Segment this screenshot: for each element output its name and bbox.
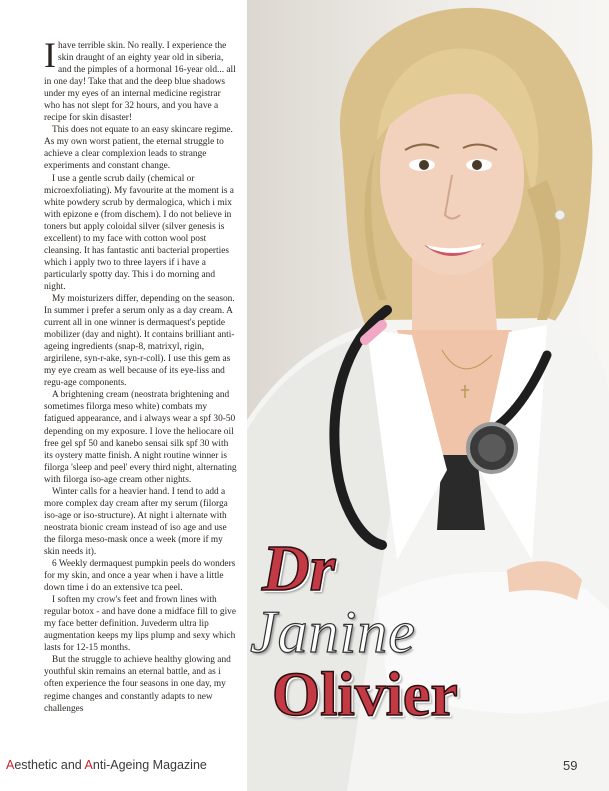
paragraph-1-text: have terrible skin. No really. I experience the skin draught of an eighty year old in siberia, and the pimples of a hormonal 16-year old... all in one day! Take that and the deep blue shadows under my eyes of an internal medicine registrar who has not slept for 32 hours, and you have a recipe for skin disaster! (44, 41, 236, 124)
paragraph-2: This does not equate to an easy skincare regime. As my own worst patient, the eternal struggle to achieve a clear complexion leads to strange experiments and constant change. (44, 125, 233, 172)
article-column (0, 0, 247, 791)
name-title: Dr (262, 532, 336, 605)
paragraph-5: A brightening cream (neostrata brightening and sometimes filorga meso white) combats my fatigued appearance, and i always wear a spf 30-50 depending on my exposure. I love the heliocare oil free gel spf 50 and kanebo sensai silk spf 30 with its oystery matte finish. A night routine winner is filorga 'sleep and peel' every third night, alternating with filorga iso-age cream other nights. (44, 390, 237, 485)
name-first: Janine (250, 599, 416, 665)
paragraph-1 (44, 35, 238, 124)
magazine-footer (6, 758, 207, 772)
paragraph-7: 6 Weekly dermaquest pumpkin peels do wonders for my skin, and once a year when i have a little down time i do an extensive tca peel. (44, 559, 236, 594)
paragraph-9: But the struggle to achieve healthy glowing and youthful skin remains an eternal battle, and as i often experience the four seasons in one day, my regime changes and constantly adapts to new challenges (44, 655, 231, 714)
footer-initial-a: A (6, 758, 15, 772)
paragraph-3: I use a gentle scrub daily (chemical or microexfoliating). My favourite at the moment is a white powdery scrub by dermalogica, which i mix with epizone e (from dischem). I do not believe in toners but apply coloidal silver (silver genesis is excellent) to my face with cotton wool post cleansing. It has fantastic anti bacterial properties which i apply two to three layers if i have a particularly spotty day. This i do morning and night. (44, 173, 234, 292)
footer-initial-b: A (84, 758, 93, 772)
footer-text-2: nti-Ageing Magazine (92, 758, 207, 772)
drop-cap: I (44, 35, 56, 75)
footer-text-1: esthetic and (14, 758, 85, 772)
paragraph-6: Winter calls for a heavier hand. I tend to add a more complex day cream after my serum (filorga iso-age or iso-structure). At night i alternate with neostrata bionic cream instead of iso age and use the filorga meso-mask once a week (more if my skin needs it). (44, 486, 228, 557)
paragraph-8: I soften my crow's feet and frown lines with regular botox - and have done a midface fill to give my face better definition. Juvederm ultra lip augmentation keeps my lips plump and sexy which lasts for 12-15 months. (44, 595, 236, 654)
paragraph-4: My moisturizers differ, depending on the season. In summer i prefer a serum only as a day cream. A current all in one winner is dermaquest's peptide mobilizer (day and night). It contains brilliant anti-ageing ingredients (snap-8, matrixyl, rigin, argirilene, syn-r-ake, syn-r-coll). I use this gem as my eye cream as well because of its eye-liss and regu-age components. (44, 293, 235, 389)
name-last: Olivier (272, 661, 458, 729)
article-body (44, 35, 238, 715)
page-number: 59 (563, 758, 578, 773)
